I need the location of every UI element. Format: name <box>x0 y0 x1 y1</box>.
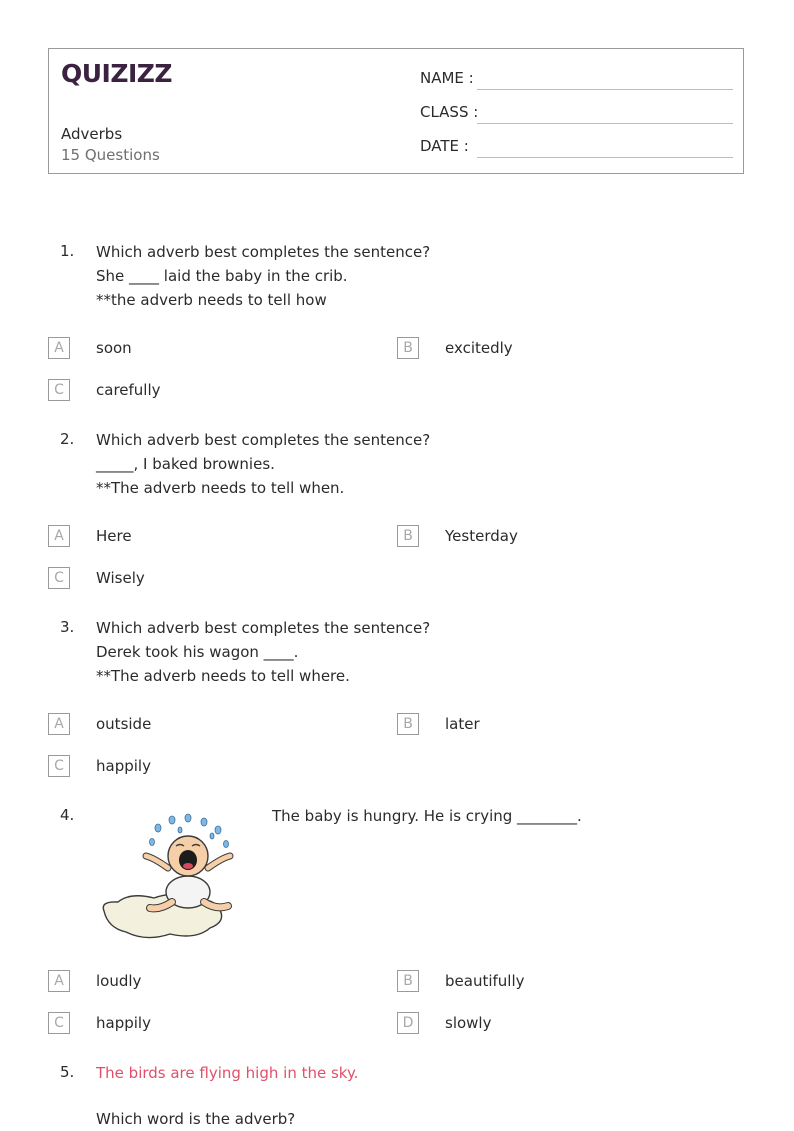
question-line: Derek took his wagon ____. <box>96 643 299 661</box>
option-letter-box[interactable]: A <box>48 713 70 735</box>
question-number: 3. <box>60 618 75 636</box>
class-label: CLASS : <box>420 103 479 121</box>
option-text[interactable]: Here <box>96 527 132 545</box>
quizizz-logo: QUIZIZZ <box>61 59 173 88</box>
option-text[interactable]: happily <box>96 1014 151 1032</box>
question-line: Which adverb best completes the sentence? <box>96 431 431 449</box>
option-letter-box[interactable]: B <box>397 525 419 547</box>
class-line[interactable] <box>477 123 733 124</box>
option-text[interactable]: outside <box>96 715 152 733</box>
question-text <box>96 616 430 688</box>
option-text[interactable]: beautifully <box>445 972 525 990</box>
question-number: 4. <box>60 806 75 824</box>
highlighted-sentence: The birds are flying high in the sky. <box>96 1064 359 1082</box>
option-letter-box[interactable]: C <box>48 379 70 401</box>
option-text[interactable]: later <box>445 715 480 733</box>
option-text[interactable]: happily <box>96 757 151 775</box>
option-letter-box[interactable]: B <box>397 970 419 992</box>
option-text[interactable]: Yesterday <box>445 527 518 545</box>
question-number: 1. <box>60 242 75 260</box>
question-text <box>96 428 430 500</box>
question-line: **the adverb needs to tell how <box>96 291 327 309</box>
question-line: Which adverb best completes the sentence? <box>96 243 431 261</box>
question-line: **The adverb needs to tell when. <box>96 479 345 497</box>
question-line: **The adverb needs to tell where. <box>96 667 350 685</box>
date-label: DATE : <box>420 137 469 155</box>
option-letter-box[interactable]: A <box>48 525 70 547</box>
question-count: 15 Questions <box>61 146 160 164</box>
question-text <box>272 804 582 828</box>
question-number: 2. <box>60 430 75 448</box>
worksheet-title: Adverbs <box>61 125 123 143</box>
option-text[interactable]: soon <box>96 339 132 357</box>
question-line: The baby is hungry. He is crying ________. <box>272 807 582 825</box>
question-line: She ____ laid the baby in the crib. <box>96 267 348 285</box>
option-text[interactable]: excitedly <box>445 339 513 357</box>
option-letter-box[interactable]: B <box>397 337 419 359</box>
question-line: Which adverb best completes the sentence? <box>96 619 431 637</box>
option-text[interactable]: Wisely <box>96 569 145 587</box>
crying-baby-image <box>96 806 254 946</box>
option-text[interactable]: loudly <box>96 972 142 990</box>
option-letter-box[interactable]: C <box>48 755 70 777</box>
option-letter-box[interactable]: B <box>397 713 419 735</box>
option-letter-box[interactable]: D <box>397 1012 419 1034</box>
name-label: NAME : <box>420 69 474 87</box>
option-letter-box[interactable]: A <box>48 337 70 359</box>
option-text[interactable]: carefully <box>96 381 161 399</box>
option-letter-box[interactable]: C <box>48 567 70 589</box>
name-line[interactable] <box>477 89 733 90</box>
date-line[interactable] <box>477 157 733 158</box>
question-line: Which word is the adverb? <box>96 1110 296 1128</box>
option-letter-box[interactable]: C <box>48 1012 70 1034</box>
option-text[interactable]: slowly <box>445 1014 492 1032</box>
question-number: 5. <box>60 1063 75 1081</box>
question-text <box>96 240 430 312</box>
option-letter-box[interactable]: A <box>48 970 70 992</box>
worksheet-header <box>48 48 744 174</box>
question-line: _____, I baked brownies. <box>96 455 275 473</box>
